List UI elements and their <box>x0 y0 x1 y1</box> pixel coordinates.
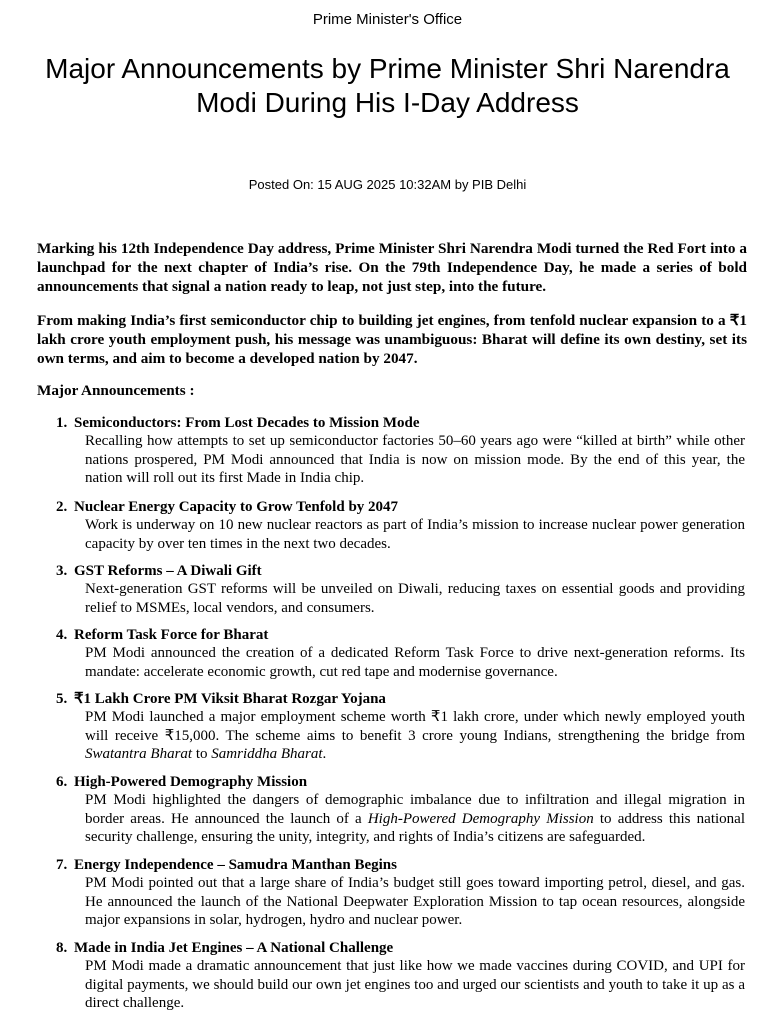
announcement-title: ₹1 Lakh Crore PM Viksit Bharat Rozgar Yojana <box>74 691 386 707</box>
announcement-title: Semiconductors: From Lost Decades to Mission Mode <box>74 415 420 431</box>
announcement-body: Next-generation GST reforms will be unveiled on Diwali, reducing taxes on essential goods and providing relief to MSMEs, local vendors, and consumers. <box>85 581 745 616</box>
announcement-body <box>85 708 745 764</box>
announcement-item <box>56 940 745 1013</box>
body-text: PM Modi launched a major employment scheme worth ₹1 lakh crore, under which newly employed youth will receive ₹15,000. The scheme aims to benefit 3 crore young Indians, strengthening the bridge from <box>85 709 745 744</box>
body-italic-text: Swatantra Bharat <box>85 746 193 762</box>
announcement-title: Energy Independence – Samudra Manthan Begins <box>74 857 397 873</box>
item-number: 4. <box>56 627 68 643</box>
announcement-title: Reform Task Force for Bharat <box>74 627 269 643</box>
body-text: . <box>322 746 327 762</box>
announcement-body: PM Modi pointed out that a large share of India’s budget still goes toward importing petrol, diesel, and gas. He announced the launch of the National Deepwater Exploration Mission to tap ocean resources, alongside major expansions in solar, hydrogen, hydro and nuclear power. <box>85 875 745 928</box>
announcement-item <box>56 627 745 681</box>
announcement-title: GST Reforms – A Diwali Gift <box>74 563 262 579</box>
announcement-body: PM Modi announced the creation of a dedicated Reform Task Force to drive next-generation reforms. Its mandate: accelerate economic growth, cut red tape and modernise governance. <box>85 645 745 680</box>
body-italic-text: High-Powered Demography Mission <box>367 810 594 827</box>
item-number: 8. <box>56 940 68 956</box>
announcement-item <box>56 415 745 488</box>
announcement-item <box>56 563 745 617</box>
announcement-item <box>56 774 745 847</box>
announcement-title: High-Powered Demography Mission <box>74 774 308 790</box>
item-number: 3. <box>56 563 68 579</box>
posted-date: Posted On: 15 AUG 2025 10:32AM by PIB Delhi <box>248 177 527 192</box>
page-title: Major Announcements by Prime Minister Shri Narendra Modi During His I-Day Address <box>45 53 730 118</box>
announcement-heading <box>56 774 745 791</box>
item-number: 6. <box>56 774 68 790</box>
announcement-item <box>56 691 745 764</box>
announcement-item <box>56 857 745 930</box>
announcement-heading <box>56 857 745 874</box>
announcement-item <box>56 499 745 553</box>
announcement-body: Recalling how attempts to set up semiconductor factories 50–60 years ago were “killed at birth” while other nations prospered, PM Modi announced that India is now on mission mode. By the end of this year, the nation will roll out its first Made in India chip. <box>85 433 745 486</box>
intro-paragraph-2: From making India’s first semiconductor chip to building jet engines, from tenfold nuclear expansion to a ₹1 lakh crore youth employment push, his message was unambiguous: Bharat will define its own destiny, set its own terms, and aim to become a developed nation by 2047. <box>37 312 747 367</box>
body-text: to <box>192 746 212 762</box>
item-number: 5. <box>56 691 68 707</box>
announcement-body <box>85 791 745 847</box>
announcement-heading <box>56 940 745 957</box>
item-number: 7. <box>56 857 68 873</box>
body-text: to address this national security challenge, ensuring the unity, integrity, and rights of India’s citizens are safeguarded. <box>85 810 745 845</box>
announcement-heading <box>56 415 745 432</box>
announcement-body: Work is underway on 10 new nuclear reactors as part of India’s mission to increase nuclear power generation capacity by over ten times in the next two decades. <box>85 517 745 552</box>
section-heading: Major Announcements : <box>37 382 195 399</box>
announcement-body: PM Modi made a dramatic announcement that just like how we made vaccines during COVID, and UPI for digital payments, we should build our own jet engines too and urged our scientists and youth to take it up as a direct challenge. <box>85 958 745 1011</box>
body-italic-text: Samriddha Bharat <box>211 746 323 762</box>
announcement-title: Made in India Jet Engines – A National Challenge <box>74 940 394 956</box>
announcement-title: Nuclear Energy Capacity to Grow Tenfold by 2047 <box>74 499 399 515</box>
body-text: PM Modi highlighted the dangers of demographic imbalance due to infiltration and illegal migration in border areas. He announced the launch of a <box>85 792 745 827</box>
item-number: 1. <box>56 415 68 431</box>
item-number: 2. <box>56 499 68 515</box>
announcement-heading <box>56 691 745 708</box>
intro-paragraph-1: Marking his 12th Independence Day address, Prime Minister Shri Narendra Modi turned the Red Fort into a launchpad for the next chapter of India’s rise. On the 79th Independence Day, he made a series of bold announcements that signal a nation ready to leap, not just step, into the future. <box>37 240 747 295</box>
announcement-heading <box>56 563 745 580</box>
announcement-heading <box>56 499 745 516</box>
announcement-heading <box>56 627 745 644</box>
office-label: Prime Minister's Office <box>312 11 463 28</box>
